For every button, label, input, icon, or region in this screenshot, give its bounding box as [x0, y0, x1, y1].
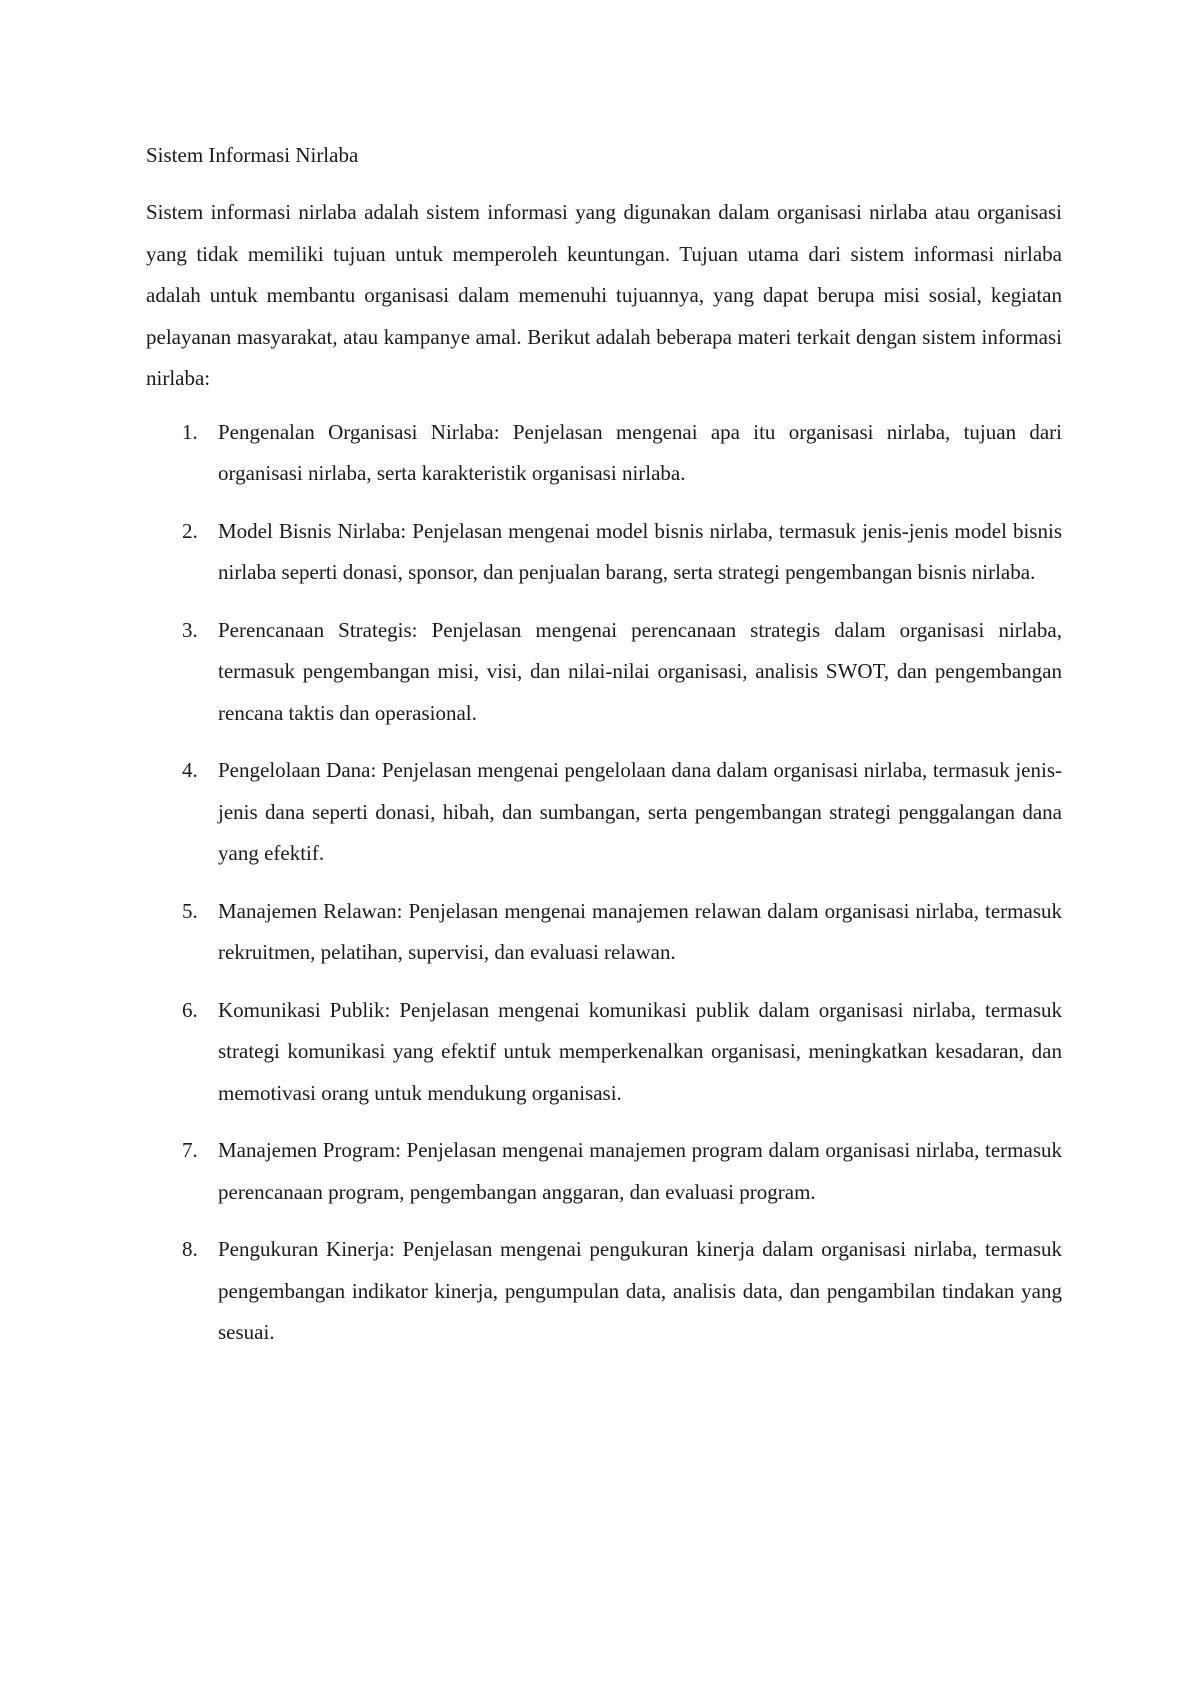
- list-item: [146, 610, 1062, 735]
- document-page: [146, 140, 1062, 1370]
- topic-list: [146, 412, 1062, 1354]
- list-item: [146, 990, 1062, 1115]
- list-item: [146, 750, 1062, 875]
- list-item: [146, 1130, 1062, 1213]
- list-item-text: Manajemen Program: Penjelasan mengenai manajemen program dalam organisasi nirlaba, termasuk perencanaan program, pengembangan anggaran, dan evaluasi program.: [218, 1138, 1062, 1204]
- list-item-text: Pengukuran Kinerja: Penjelasan mengenai pengukuran kinerja dalam organisasi nirlaba, termasuk pengembangan indikator kinerja, pengumpulan data, analisis data, dan pengambilan tindakan yang sesuai.: [218, 1237, 1062, 1344]
- document-title: Sistem Informasi Nirlaba: [146, 143, 359, 167]
- list-item-text: Pengelolaan Dana: Penjelasan mengenai pengelolaan dana dalam organisasi nirlaba, termasuk jenis-jenis dana seperti donasi, hibah, dan sumbangan, serta pengembangan strategi penggalangan dana yang efektif.: [218, 758, 1062, 865]
- list-item: [146, 511, 1062, 594]
- list-item-number: 1.: [182, 419, 198, 444]
- list-item: [146, 1229, 1062, 1354]
- list-item-number: 8.: [182, 1237, 198, 1261]
- list-item-number: 3.: [182, 617, 198, 642]
- list-item-number: 6.: [182, 997, 198, 1022]
- list-item-text: Komunikasi Publik: Penjelasan mengenai komunikasi publik dalam organisasi nirlaba, termasuk strategi komunikasi yang efektif untuk memperkenalkan organisasi, meningkatkan kesadaran, dan memotivasi orang untuk mendukung organisasi.: [218, 997, 1062, 1105]
- list-item-number: 4.: [182, 758, 198, 782]
- list-item-text: Pengenalan Organisasi Nirlaba: Penjelasan mengenai apa itu organisasi nirlaba, tujuan dari organisasi nirlaba, serta karakteristik organisasi nirlaba.: [218, 419, 1062, 485]
- list-item-text: Manajemen Relawan: Penjelasan mengenai manajemen relawan dalam organisasi nirlaba, termasuk rekruitmen, pelatihan, supervisi, dan evaluasi relawan.: [218, 898, 1062, 964]
- list-item-number: 7.: [182, 1138, 198, 1162]
- list-item-text: Perencanaan Strategis: Penjelasan mengenai perencanaan strategis dalam organisasi nirlaba, termasuk pengembangan misi, visi, dan nilai-nilai organisasi, analisis SWOT, dan pengembangan rencana taktis dan operasional.: [218, 617, 1062, 725]
- list-item-text: Model Bisnis Nirlaba: Penjelasan mengenai model bisnis nirlaba, termasuk jenis-jenis model bisnis nirlaba seperti donasi, sponsor, dan penjualan barang, serta strategi pengembangan bisnis nirlaba.: [218, 518, 1062, 584]
- list-item: [146, 891, 1062, 974]
- list-item: [146, 412, 1062, 495]
- list-item-number: 2.: [182, 518, 198, 543]
- list-item-number: 5.: [182, 898, 198, 923]
- intro-paragraph: Sistem informasi nirlaba adalah sistem informasi yang digunakan dalam organisasi nirlaba atau organisasi yang tidak memiliki tujuan untuk memperoleh keuntungan. Tujuan utama dari sistem informasi nirlaba adalah untuk membantu organisasi dalam memenuhi tujuannya, yang dapat berupa misi sosial, kegiatan pelayanan masyarakat, atau kampanye amal. Berikut adalah beberapa materi terkait dengan sistem informasi nirlaba:: [146, 200, 1062, 390]
